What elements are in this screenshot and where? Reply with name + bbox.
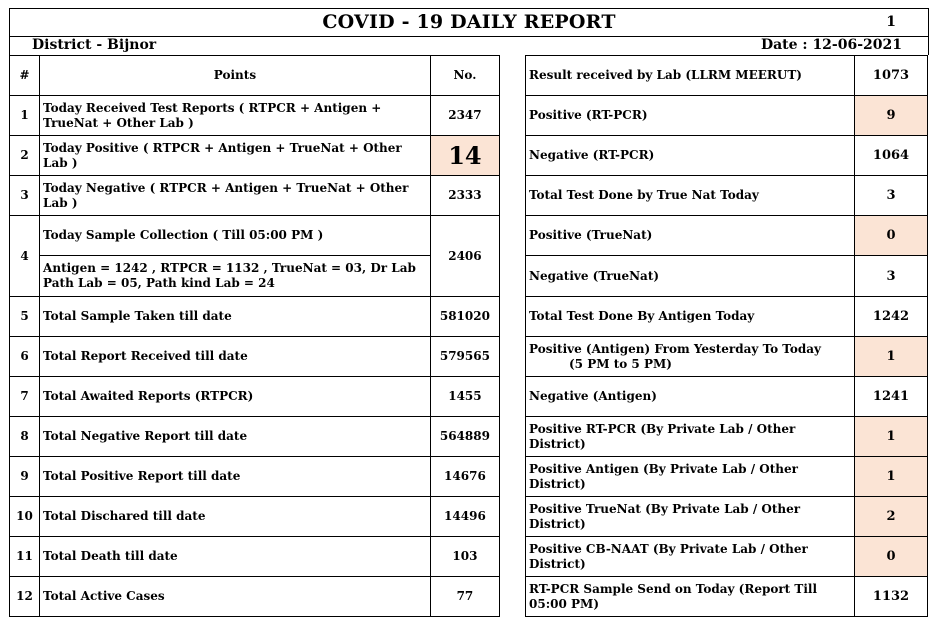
- table-row: [526, 256, 928, 297]
- table-row: [526, 577, 928, 617]
- table-row: [526, 297, 928, 337]
- row-label: Total Awaited Reports (RTPCR): [40, 377, 431, 417]
- today-positive-value: 14: [430, 136, 499, 176]
- row-label: Today Sample Collection ( Till 05:00 PM ): [40, 216, 431, 256]
- row-value: 3: [855, 176, 928, 216]
- row-label: Positive RT-PCR (By Private Lab / Other District): [526, 417, 855, 457]
- row-value: 2406: [430, 216, 499, 297]
- row-value: 1: [855, 417, 928, 457]
- report-sheet: [9, 8, 929, 620]
- row-label: Total Death till date: [40, 537, 431, 577]
- row-value: 1: [855, 337, 928, 377]
- row-sub-label: Antigen = 1242 , RTPCR = 1132 , TrueNat = 03, Dr Lab Path Lab = 05, Path kind Lab = 24: [40, 256, 431, 297]
- row-num: 2: [10, 136, 40, 176]
- table-row: [526, 457, 928, 497]
- row-label: Negative (Antigen): [526, 377, 855, 417]
- row-value: 0: [855, 216, 928, 256]
- row-value: 103: [430, 537, 499, 577]
- row-value: 1073: [855, 56, 928, 96]
- row-value: 9: [855, 96, 928, 136]
- table-row: [10, 417, 500, 457]
- row-value: 77: [430, 577, 499, 617]
- row-value: 0: [855, 537, 928, 577]
- row-value: 1241: [855, 377, 928, 417]
- antigen-positive-period: (5 PM to 5 PM): [569, 356, 672, 371]
- table-row: [526, 537, 928, 577]
- report-title: COVID - 19 DAILY REPORT: [322, 11, 616, 33]
- table-row: [526, 136, 928, 176]
- row-label: Today Received Test Reports ( RTPCR + Antigen + TrueNat + Other Lab ): [40, 96, 431, 136]
- header-points: Points: [40, 56, 431, 96]
- row-label: Total Dischared till date: [40, 497, 431, 537]
- antigen-positive-label: Positive (Antigen) From Yesterday To Today: [529, 341, 821, 356]
- row-label: Negative (TrueNat): [526, 256, 855, 297]
- table-row: [10, 537, 500, 577]
- row-label: RT-PCR Sample Send on Today (Report Till 05:00 PM): [526, 577, 855, 617]
- row-value: 1064: [855, 136, 928, 176]
- row-num: 3: [10, 176, 40, 216]
- row-value: 581020: [430, 297, 499, 337]
- row-num: 10: [10, 497, 40, 537]
- page-number: 1: [886, 14, 896, 30]
- row-value: 2347: [430, 96, 499, 136]
- row-value: 1242: [855, 297, 928, 337]
- row-label: Total Test Done By Antigen Today: [526, 297, 855, 337]
- row-value: 14496: [430, 497, 499, 537]
- header-num: #: [10, 56, 40, 96]
- row-num: 6: [10, 337, 40, 377]
- table-row: [526, 377, 928, 417]
- row-label: Positive TrueNat (By Private Lab / Other District): [526, 497, 855, 537]
- row-label: Total Test Done by True Nat Today: [526, 176, 855, 216]
- row-label: Today Negative ( RTPCR + Antigen + TrueNat + Other Lab ): [40, 176, 431, 216]
- row-label: Total Positive Report till date: [40, 457, 431, 497]
- table-row: [10, 96, 500, 136]
- table-row: [10, 176, 500, 216]
- row-label: [526, 337, 855, 377]
- table-row: [10, 377, 500, 417]
- row-label: Result received by Lab (LLRM MEERUT): [526, 56, 855, 96]
- row-value: 14676: [430, 457, 499, 497]
- row-label: Positive Antigen (By Private Lab / Other District): [526, 457, 855, 497]
- row-num: 8: [10, 417, 40, 457]
- row-label: Negative (RT-PCR): [526, 136, 855, 176]
- row-num: 9: [10, 457, 40, 497]
- report-date: Date : 12-06-2021: [760, 37, 902, 53]
- row-num: 7: [10, 377, 40, 417]
- header-no: No.: [430, 56, 499, 96]
- row-label: Today Positive ( RTPCR + Antigen + TrueNat + Other Lab ): [40, 136, 431, 176]
- row-value: 1132: [855, 577, 928, 617]
- row-num: 12: [10, 577, 40, 617]
- table-row: [526, 337, 928, 377]
- row-label: Total Negative Report till date: [40, 417, 431, 457]
- table-row: [526, 56, 928, 96]
- table-row: [526, 497, 928, 537]
- table-row: [526, 96, 928, 136]
- row-num: 4: [10, 216, 40, 297]
- row-value: 579565: [430, 337, 499, 377]
- row-label: Total Report Received till date: [40, 337, 431, 377]
- row-label: Total Sample Taken till date: [40, 297, 431, 337]
- row-label: Positive (RT-PCR): [526, 96, 855, 136]
- table-row: [10, 497, 500, 537]
- points-table: [9, 55, 500, 617]
- table-row: [10, 136, 500, 176]
- table-row: [526, 216, 928, 256]
- row-label: Positive CB-NAAT (By Private Lab / Other District): [526, 537, 855, 577]
- table-row: [10, 216, 500, 256]
- row-value: 564889: [430, 417, 499, 457]
- row-num: 5: [10, 297, 40, 337]
- table-row: [10, 457, 500, 497]
- table-row: [10, 577, 500, 617]
- table-row: [10, 297, 500, 337]
- row-num: 11: [10, 537, 40, 577]
- title-bar: [9, 8, 929, 36]
- meta-row: [9, 36, 929, 55]
- row-label: Total Active Cases: [40, 577, 431, 617]
- row-value: 2: [855, 497, 928, 537]
- row-value: 1: [855, 457, 928, 497]
- table-row: [10, 337, 500, 377]
- table-header-row: [10, 56, 500, 96]
- table-row: [526, 176, 928, 216]
- lab-results-table: [525, 55, 928, 617]
- row-value: 2333: [430, 176, 499, 216]
- row-value: 3: [855, 256, 928, 297]
- row-num: 1: [10, 96, 40, 136]
- row-value: 1455: [430, 377, 499, 417]
- table-row: [10, 256, 500, 297]
- district-label: District - Bijnor: [32, 37, 157, 53]
- row-label: Positive (TrueNat): [526, 216, 855, 256]
- table-row: [526, 417, 928, 457]
